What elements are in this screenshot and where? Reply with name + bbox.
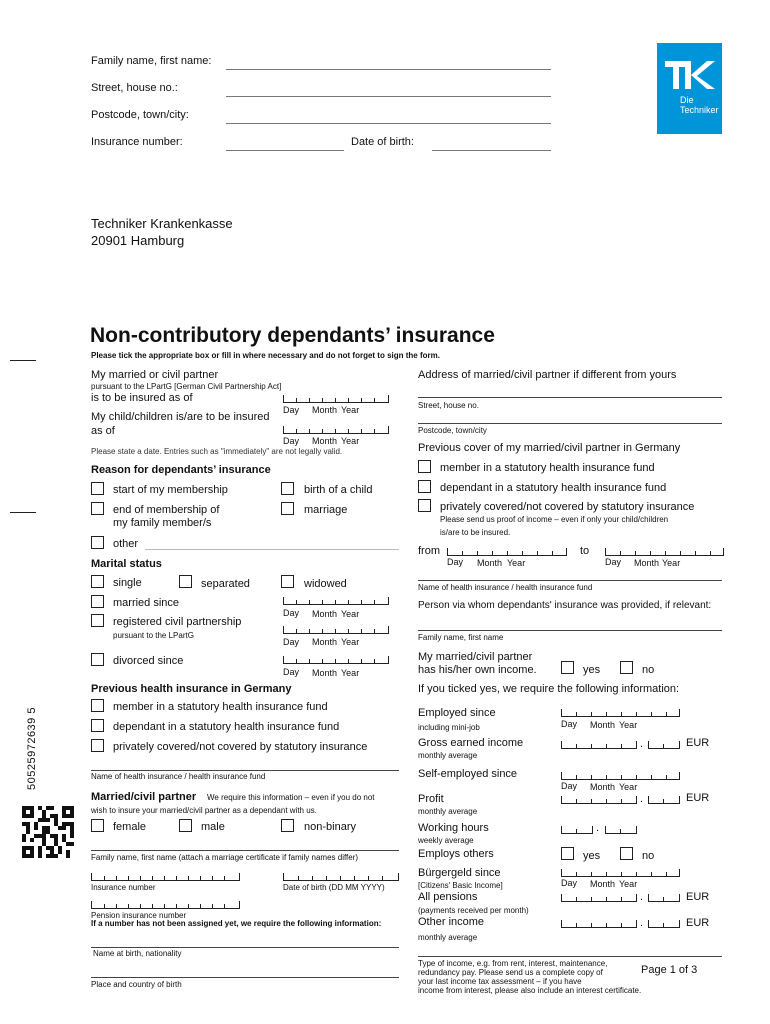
- eur-label: EUR: [686, 917, 710, 929]
- reason-heading: Reason for dependants’ insurance: [91, 464, 271, 476]
- prev-member-checkbox[interactable]: [91, 699, 104, 712]
- eur-label: EUR: [686, 737, 710, 749]
- day-label: Day: [561, 781, 578, 791]
- own-income-yes-checkbox[interactable]: [561, 661, 574, 674]
- pension-number-field[interactable]: [91, 901, 240, 909]
- partner-fund-name-field[interactable]: [418, 580, 722, 581]
- fund-name-label: Name of health insurance / health insurance fund: [91, 772, 266, 781]
- month-label: Month: [312, 609, 338, 619]
- other-income-monthly-label: monthly average: [418, 933, 478, 942]
- partner-private-checkbox[interactable]: [418, 499, 431, 512]
- person-via-label: Person via whom dependants' insurance was provided, if relevant:: [418, 600, 712, 611]
- all-pensions-label: All pensions: [418, 891, 478, 903]
- month-label: Month: [590, 782, 616, 792]
- proof-note: Please send us proof of income – even if only your child/children: [440, 515, 669, 524]
- child-start-date-field[interactable]: [283, 426, 389, 434]
- fold-mark-middle: [10, 512, 36, 513]
- year-label: Year: [507, 558, 526, 568]
- day-label: Day: [283, 405, 300, 415]
- own-income-no-label: no: [642, 664, 655, 676]
- month-label: Month: [477, 558, 503, 568]
- day-label: Day: [283, 667, 300, 677]
- partner-name-field[interactable]: [91, 850, 399, 851]
- if-yes-note: If you ticked yes, we require the following information:: [418, 683, 680, 695]
- date-note: Please state a date. Entries such as "immediately" are not legally valid.: [91, 447, 343, 456]
- employed-since-label: Employed since: [418, 707, 496, 719]
- insured-as-of-label: is to be insured as of: [91, 392, 193, 404]
- own-income-no-checkbox[interactable]: [620, 661, 633, 674]
- widowed-label: widowed: [304, 578, 347, 590]
- buergergeld-date-field[interactable]: [561, 869, 680, 877]
- logo-text-die: Die: [680, 95, 694, 105]
- gross-income-label: Gross earned income: [418, 737, 524, 749]
- name-birth-label: Name at birth, nationality: [93, 949, 182, 958]
- working-hours-decimal-field[interactable]: [605, 826, 637, 834]
- single-checkbox[interactable]: [91, 575, 104, 588]
- reason-end-label-2: my family member/s: [113, 517, 212, 529]
- pursuant-lpartg-label: pursuant to the LPartG [German Civil Partnership Act]: [91, 382, 282, 391]
- prev-private-label: privately covered/not covered by statutory insurance: [113, 741, 368, 753]
- partner-start-date-field[interactable]: [283, 395, 389, 403]
- prev-insurance-heading: Previous health insurance in Germany: [91, 683, 292, 695]
- month-label: Month: [312, 405, 338, 415]
- partner-dob-field[interactable]: [283, 873, 399, 881]
- month-label: Month: [634, 558, 660, 568]
- year-label: Year: [341, 668, 360, 678]
- from-label: from: [418, 545, 440, 557]
- gross-income-field[interactable]: [561, 741, 637, 749]
- month-label: Month: [590, 720, 616, 730]
- qr-code: [22, 806, 74, 858]
- reason-other-field[interactable]: [145, 549, 399, 550]
- page-title: Non-contributory dependants’ insurance: [90, 324, 495, 347]
- eur-label: EUR: [686, 792, 710, 804]
- footnote-line-1: Type of income, e.g. from rent, interest, maintenance,: [418, 959, 608, 968]
- pensions-cents-field[interactable]: [648, 894, 680, 902]
- own-income-yes-label: yes: [583, 664, 601, 676]
- postcode-label: Postcode, town/city:: [91, 109, 189, 121]
- partner-name-label: Family name, first name (attach a marriage certificate if family names differ): [91, 853, 359, 862]
- to-label: to: [580, 545, 590, 557]
- partner-private-label: privately covered/not covered by statutory insurance: [440, 501, 695, 513]
- gross-monthly-label: monthly average: [418, 751, 478, 760]
- divorced-date-field[interactable]: [283, 656, 389, 664]
- female-label: female: [113, 821, 147, 833]
- divorced-since-checkbox[interactable]: [91, 653, 104, 666]
- month-label: Month: [312, 637, 338, 647]
- prev-dependant-checkbox[interactable]: [91, 719, 104, 732]
- family-name-label: Family name, first name:: [91, 55, 212, 67]
- footnote-line-2: redundancy pay. Please send us a complete copy of: [418, 968, 603, 977]
- year-label: Year: [619, 782, 638, 792]
- day-label: Day: [283, 608, 300, 618]
- divorced-since-label: divorced since: [113, 655, 184, 667]
- day-label: Day: [605, 557, 622, 567]
- tk-logo-mark-icon: [657, 43, 722, 134]
- widowed-checkbox[interactable]: [281, 575, 294, 588]
- pensions-field[interactable]: [561, 894, 637, 902]
- place-birth-label: Place and country of birth: [91, 980, 182, 989]
- family-name-field[interactable]: [226, 69, 551, 70]
- footnote-divider: [418, 956, 722, 957]
- footnote-line-3: your last income tax assessment – if you have: [418, 977, 582, 986]
- reason-other-label: other: [113, 538, 139, 550]
- self-employed-date-field[interactable]: [561, 772, 680, 780]
- employs-yes-label: yes: [583, 850, 601, 862]
- fold-mark-top: [10, 360, 36, 361]
- day-label: Day: [283, 436, 300, 446]
- profit-cents-field[interactable]: [648, 796, 680, 804]
- reason-marriage-label: marriage: [304, 504, 348, 516]
- reason-end-label: end of membership of: [113, 504, 220, 516]
- nonbinary-checkbox[interactable]: [281, 819, 294, 832]
- year-label: Year: [619, 720, 638, 730]
- citizens-income-label: [Citizens' Basic Income]: [418, 881, 503, 890]
- reason-birth-label: birth of a child: [304, 484, 373, 496]
- employs-others-yes-checkbox[interactable]: [561, 847, 574, 860]
- day-label: Day: [447, 557, 464, 567]
- male-checkbox[interactable]: [179, 819, 192, 832]
- mini-job-label: including mini-job: [418, 723, 480, 732]
- partner-dependant-label: dependant in a statutory health insurance fund: [440, 482, 667, 494]
- married-partner-label: My married or civil partner: [91, 369, 219, 381]
- postcode-field[interactable]: [226, 123, 551, 124]
- married-since-checkbox[interactable]: [91, 595, 104, 608]
- qr-code-icon: [22, 806, 74, 858]
- child-as-of-label: as of: [91, 425, 115, 437]
- insurance-number-field[interactable]: [226, 150, 344, 151]
- registered-cp-date-field[interactable]: [283, 626, 389, 634]
- reason-birth-checkbox[interactable]: [281, 482, 294, 495]
- single-label: single: [113, 577, 142, 589]
- male-label: male: [201, 821, 225, 833]
- cover-to-date-field[interactable]: [605, 548, 724, 556]
- partner-note: We require this information – even if you do not: [207, 793, 375, 802]
- reason-marriage-checkbox[interactable]: [281, 502, 294, 515]
- partner-fund-name-label: Name of health insurance / health insurance fund: [418, 583, 593, 592]
- other-income-label: Other income: [418, 916, 485, 928]
- year-label: Year: [662, 558, 681, 568]
- registered-cp-checkbox[interactable]: [91, 614, 104, 627]
- person-via-name-label: Family name, first name: [418, 633, 504, 642]
- partner-postcode-label: Postcode, town/city: [418, 426, 487, 435]
- logo-text-techniker: Techniker: [680, 105, 719, 115]
- partner-heading: Married/civil partner: [91, 791, 197, 803]
- day-label: Day: [561, 878, 578, 888]
- insurance-number-label: Insurance number:: [91, 136, 183, 148]
- pension-note: If a number has not been assigned yet, we require the following information:: [91, 919, 382, 928]
- prev-cover-heading: Previous cover of my married/civil partner in Germany: [418, 442, 681, 454]
- female-checkbox[interactable]: [91, 819, 104, 832]
- partner-insurance-number-label: Insurance number: [91, 883, 156, 892]
- weekly-average-label: weekly average: [418, 836, 474, 845]
- prev-member-label: member in a statutory health insurance fund: [113, 701, 328, 713]
- other-income-cents-field[interactable]: [648, 920, 680, 928]
- prev-dependant-label: dependant in a statutory health insurance fund: [113, 721, 340, 733]
- day-label: Day: [283, 637, 300, 647]
- month-label: Month: [312, 436, 338, 446]
- employs-others-no-checkbox[interactable]: [620, 847, 633, 860]
- partner-address-heading: Address of married/civil partner if different from yours: [418, 369, 677, 381]
- name-birth-field[interactable]: [91, 947, 399, 948]
- year-label: Year: [341, 436, 360, 446]
- street-field[interactable]: [226, 96, 551, 97]
- separated-label: separated: [201, 578, 250, 590]
- partner-note-2: wish to insure your married/civil partner as a dependant with us.: [91, 806, 317, 815]
- widowed-date-field[interactable]: [283, 597, 389, 605]
- child-insured-label: My child/children is/are to be insured: [91, 411, 270, 423]
- payments-month-label: (payments received per month): [418, 906, 529, 915]
- self-employed-label: Self-employed since: [418, 768, 518, 780]
- gross-income-cents-field[interactable]: [648, 741, 680, 749]
- reason-start-label: start of my membership: [113, 484, 228, 496]
- reason-end-checkbox[interactable]: [91, 502, 104, 515]
- person-via-field[interactable]: [418, 630, 722, 631]
- profit-monthly-label: monthly average: [418, 807, 478, 816]
- other-income-field[interactable]: [561, 920, 637, 928]
- employs-no-label: no: [642, 850, 655, 862]
- place-birth-field[interactable]: [91, 977, 399, 978]
- year-label: Year: [619, 879, 638, 889]
- pension-number-label: Pension insurance number: [91, 911, 187, 920]
- date-of-birth-label: Date of birth:: [351, 136, 414, 148]
- month-label: Month: [312, 668, 338, 678]
- nonbinary-label: non-binary: [304, 821, 356, 833]
- page-number: Page 1 of 3: [641, 964, 698, 976]
- instruction-text: Please tick the appropriate box or fill in where necessary and do not forget to sign the form.: [91, 351, 440, 360]
- street-label: Street, house no.:: [91, 82, 178, 94]
- reason-other-checkbox[interactable]: [91, 536, 104, 549]
- year-label: Year: [341, 609, 360, 619]
- proof-note-2: is/are to be insured.: [440, 528, 511, 537]
- registered-cp-label: registered civil partnership: [113, 616, 242, 628]
- tk-logo: [657, 43, 722, 134]
- partner-member-label: member in a statutory health insurance fund: [440, 462, 655, 474]
- separated-checkbox[interactable]: [179, 575, 192, 588]
- fund-name-field[interactable]: [91, 770, 399, 771]
- year-label: Year: [341, 405, 360, 415]
- recipient-line2: 20901 Hamburg: [91, 233, 185, 248]
- partner-member-checkbox[interactable]: [418, 460, 431, 473]
- partner-postcode-field[interactable]: [418, 423, 722, 424]
- reason-start-checkbox[interactable]: [91, 482, 104, 495]
- partner-insurance-number-field[interactable]: [91, 873, 240, 881]
- pursuant-short-label: pursuant to the LPartG: [113, 631, 194, 640]
- year-label: Year: [341, 637, 360, 647]
- working-hours-label: Working hours: [418, 822, 489, 834]
- profit-field[interactable]: [561, 796, 637, 804]
- employed-since-date-field[interactable]: [561, 709, 680, 717]
- partner-street-field[interactable]: [418, 397, 722, 398]
- buergergeld-label: Bürgergeld since: [418, 867, 501, 879]
- partner-dependant-checkbox[interactable]: [418, 480, 431, 493]
- cover-from-date-field[interactable]: [447, 548, 567, 556]
- day-label: Day: [561, 719, 578, 729]
- eur-label: EUR: [686, 891, 710, 903]
- recipient-line1: Techniker Krankenkasse: [91, 216, 233, 231]
- footnote-line-4: income from interest, please also include an interest certificate.: [418, 986, 642, 995]
- working-hours-field[interactable]: [561, 826, 593, 834]
- married-since-label: married since: [113, 597, 180, 609]
- footnote: [418, 959, 641, 995]
- month-label: Month: [590, 879, 616, 889]
- prev-private-checkbox[interactable]: [91, 739, 104, 752]
- profit-label: Profit: [418, 793, 444, 805]
- own-income-label: My married/civil partner: [418, 651, 533, 663]
- employs-others-label: Employs others: [418, 848, 494, 860]
- marital-heading: Marital status: [91, 558, 162, 570]
- date-of-birth-field[interactable]: [432, 150, 551, 151]
- partner-street-label: Street, house no.: [418, 401, 479, 410]
- partner-dob-label: Date of birth (DD MM YYYY): [283, 883, 385, 892]
- own-income-label-2: has his/her own income.: [418, 664, 537, 676]
- document-id-number: 50525972639 5: [26, 707, 38, 790]
